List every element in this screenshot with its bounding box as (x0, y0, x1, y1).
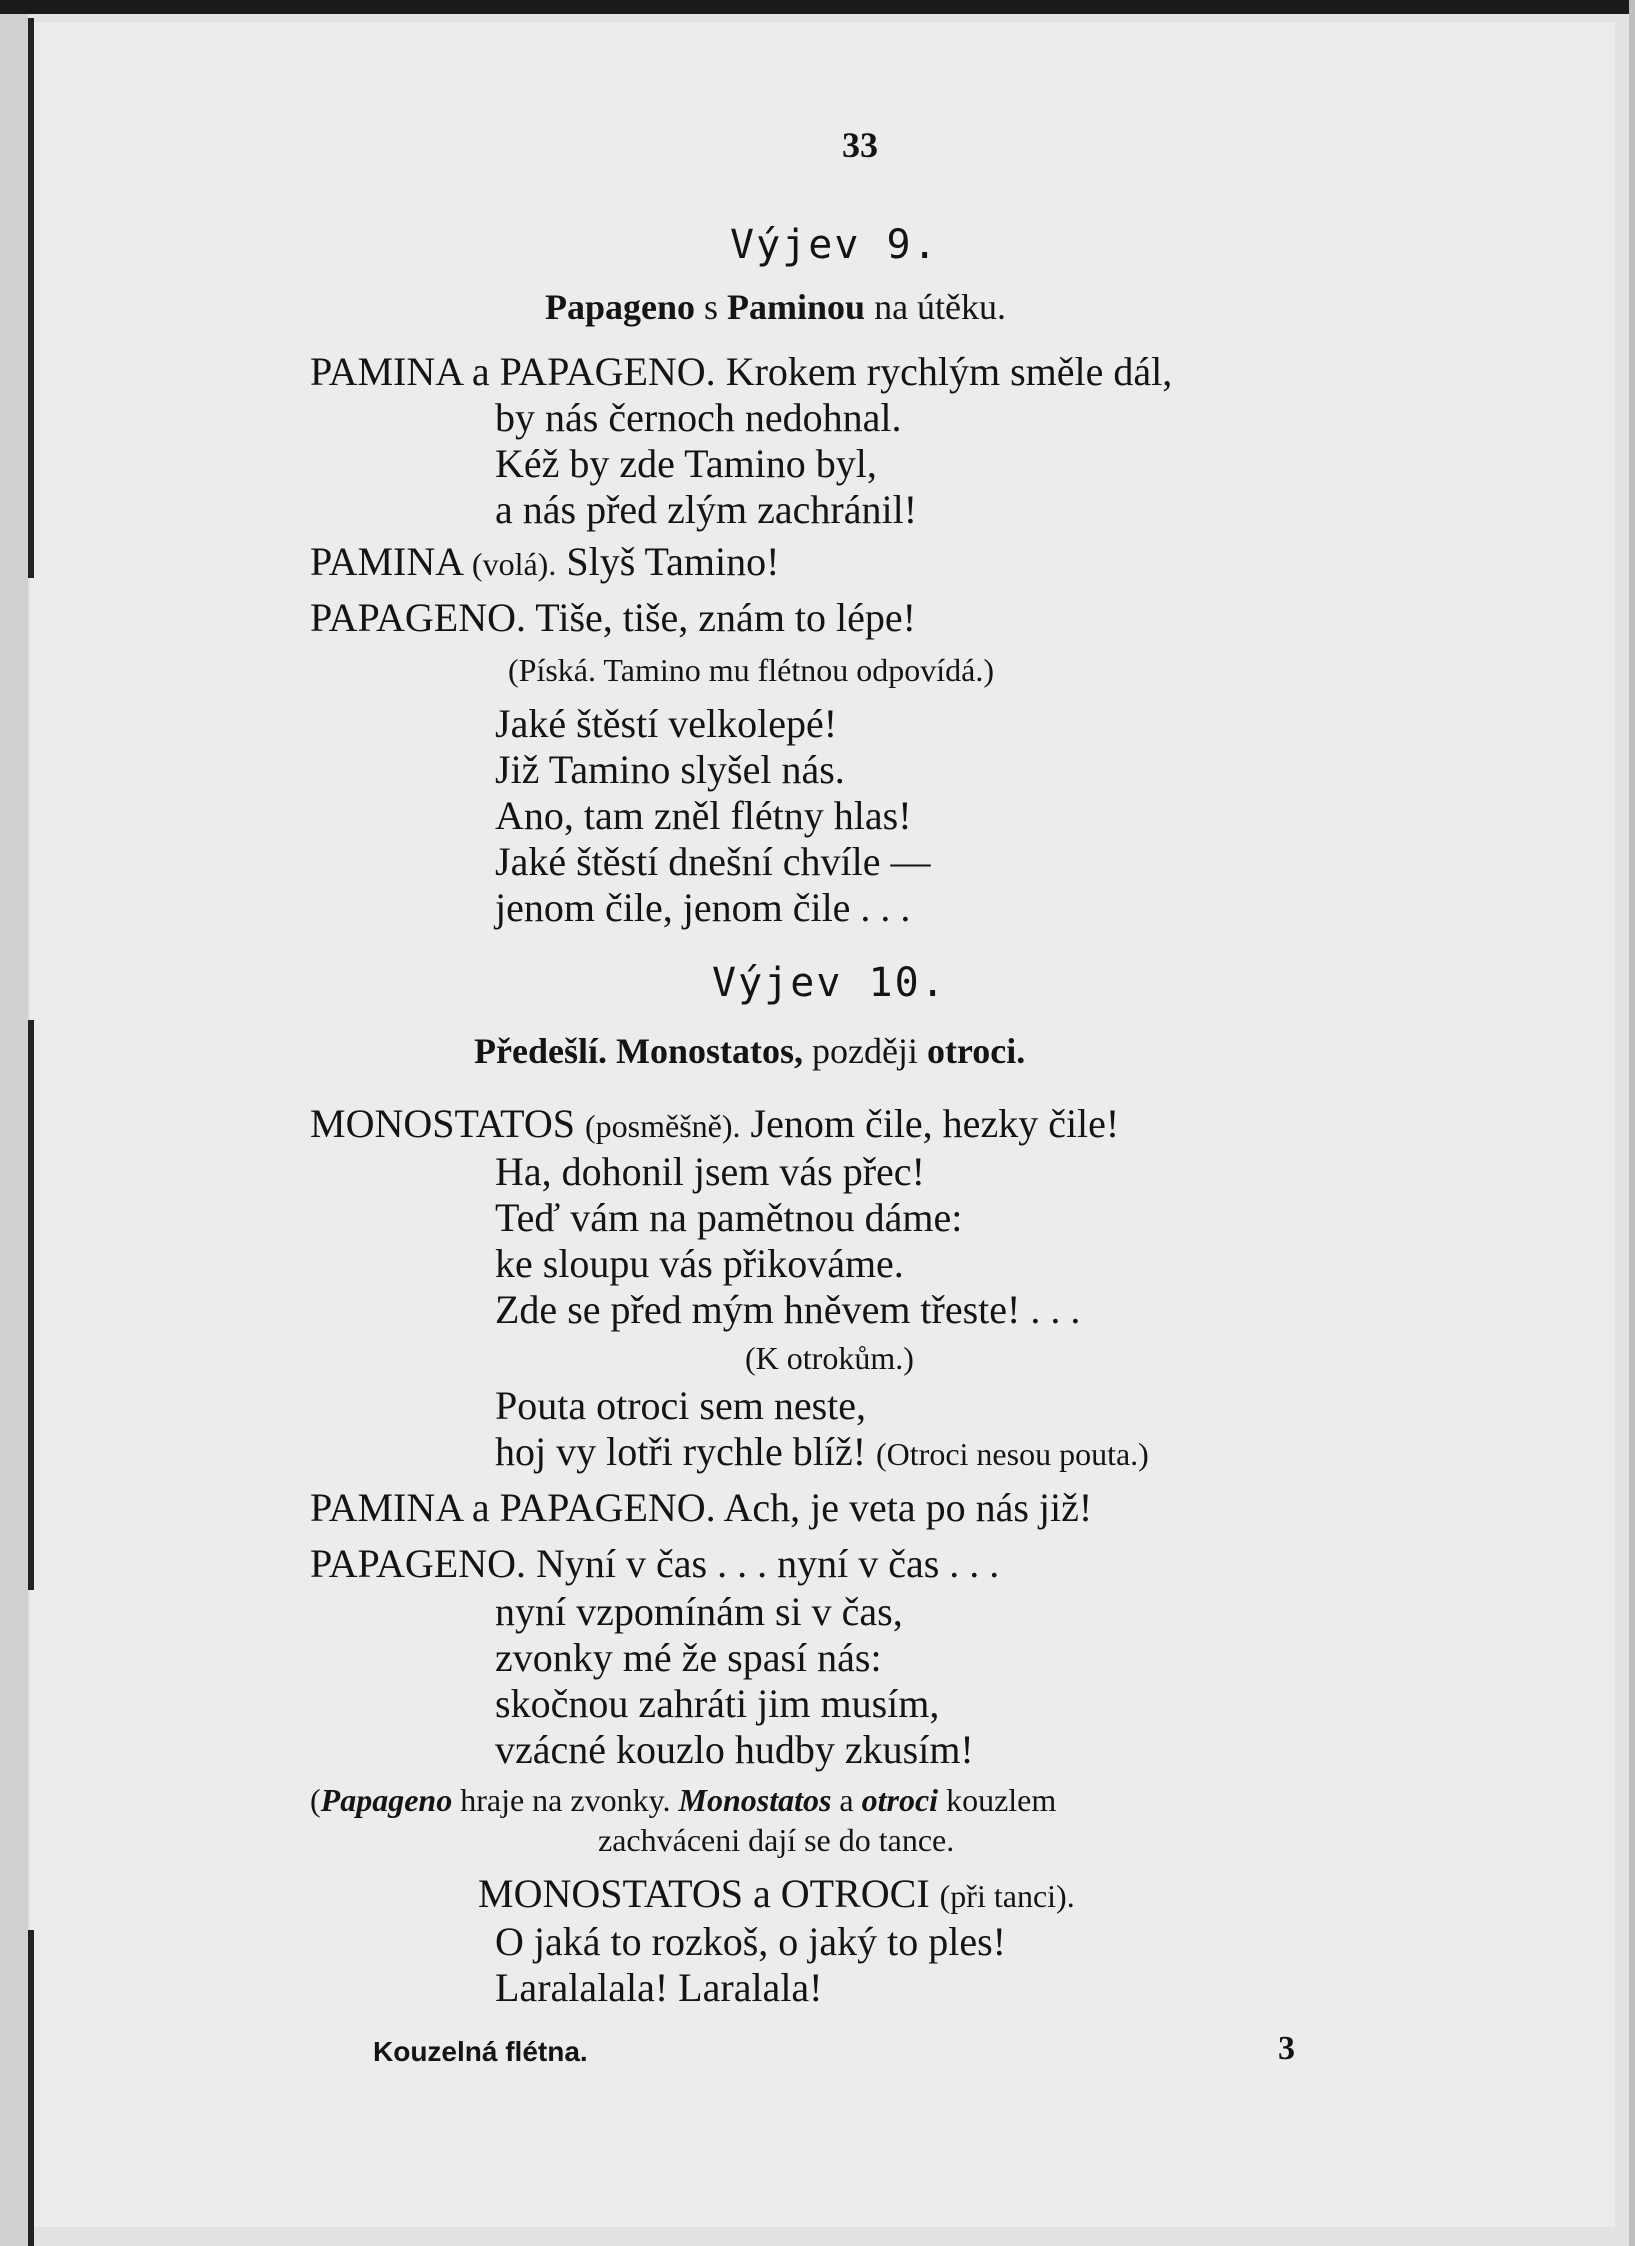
verse: Ha, dohonil jsem vás přec! (495, 1149, 925, 1194)
scan-top-edge (0, 0, 1635, 14)
verse: Ach, je veta po nás již! (723, 1485, 1093, 1530)
speaker: PAMINA a PAPAGENO. (310, 1485, 716, 1530)
speaker: MONOSTATOS (310, 1101, 575, 1146)
stage-text: a (831, 1782, 862, 1818)
stage-direction: zachváceni dají se do tance. (598, 1822, 955, 1858)
verse: skočnou zahráti jim musím, (495, 1681, 940, 1726)
verse: Tiše, tiše, znám to lépe! (535, 595, 916, 640)
verse: Jaké štěstí velkolepé! (495, 701, 838, 746)
scan-left-margin (0, 0, 28, 2246)
stage-direction: (posměšně). (585, 1108, 741, 1144)
stage-direction: (při tanci). (939, 1878, 1075, 1914)
dialogue-line (478, 1870, 1075, 1917)
dialogue-line (310, 1484, 1092, 1531)
stage-direction: (K otrokům.) (745, 1340, 914, 1376)
binding-shadow (28, 1020, 34, 1590)
verse: Zde se před mým hněvem třeste! . . . (495, 1287, 1081, 1332)
verse: Laralalala! Laralala! (495, 1965, 823, 2010)
scene-heading: Výjev 9. (730, 222, 939, 268)
character-name: Monostatos (678, 1782, 832, 1818)
speaker: MONOSTATOS a OTROCI (478, 1871, 930, 1916)
speaker: PAPAGENO. (310, 1541, 527, 1586)
verse: nyní vzpomínám si v čas, (495, 1589, 903, 1634)
verse: Slyš Tamino! (566, 539, 780, 584)
verse: a nás před zlým zachránil! (495, 487, 918, 532)
character-name: Paminou (727, 287, 866, 327)
dialogue-line (310, 348, 1172, 395)
dialogue-line (495, 1428, 1149, 1475)
stage-direction: (volá). (471, 546, 557, 582)
signature-mark: 3 (1278, 2030, 1295, 2067)
stage-note: později (811, 1031, 918, 1071)
stage-text: hraje na zvonky. (452, 1782, 679, 1818)
scene-subtitle (474, 1030, 1025, 1072)
dialogue-line (310, 538, 779, 585)
verse: vzácné kouzlo hudby zkusím! (495, 1727, 974, 1772)
stage-note: na útěku. (874, 287, 1007, 327)
page-number: 33 (842, 125, 878, 165)
scene-heading: Výjev 10. (712, 960, 947, 1006)
verse: jenom čile, jenom čile . . . (495, 885, 911, 930)
stage-direction: (Píská. Tamino mu flétnou odpovídá.) (508, 652, 994, 688)
verse: Nyní v čas . . . nyní v čas . . . (536, 1541, 1000, 1586)
stage-direction: (Otroci nesou pouta.) (876, 1436, 1149, 1472)
character-name: Papageno (545, 287, 696, 327)
character-name: otroci. (926, 1031, 1026, 1071)
verse: by nás černoch nedohnal. (495, 395, 902, 440)
speaker: PAPAGENO. (310, 595, 527, 640)
verse: Kéž by zde Tamino byl, (495, 441, 877, 486)
verse: Krokem rychlým směle dál, (725, 349, 1173, 394)
binding-shadow (28, 1930, 34, 2246)
footer-title: Kouzelná flétna. (373, 2036, 588, 2067)
verse: Teď vám na pamětnou dáme: (495, 1195, 963, 1240)
verse: O jaká to rozkoš, o jaký to ples! (495, 1919, 1006, 1964)
verse: zvonky mé že spasí nás: (495, 1635, 882, 1680)
verse: Pouta otroci sem neste, (495, 1383, 867, 1428)
verse: hoj vy lotři rychle blíž! (495, 1429, 867, 1474)
dialogue-line (310, 1100, 1119, 1147)
character-name: otroci (861, 1782, 939, 1818)
dialogue-line (310, 594, 916, 641)
dialogue-line (310, 1540, 999, 1587)
stage-direction (310, 1782, 1056, 1819)
character-name: Papageno (320, 1782, 453, 1818)
character-name: Monostatos, (615, 1031, 803, 1071)
verse: Jaké štěstí dnešní chvíle — (495, 839, 931, 884)
verse: Jenom čile, hezky čile! (750, 1101, 1120, 1146)
verse: Již Tamino slyšel nás. (495, 747, 845, 792)
verse: Ano, tam zněl flétny hlas! (495, 793, 912, 838)
scene-subtitle (545, 286, 1006, 328)
scan-right-edge (1629, 0, 1635, 2246)
stage-text: kouzlem (938, 1782, 1057, 1818)
verse: ke sloupu vás přikováme. (495, 1241, 904, 1286)
speaker: PAMINA (310, 539, 462, 584)
speaker: PAMINA a PAPAGENO. (310, 349, 716, 394)
character-name: Předešlí. (474, 1031, 607, 1071)
conjunction: s (704, 287, 719, 327)
binding-shadow (28, 18, 34, 578)
stage-text: ( (310, 1782, 321, 1818)
